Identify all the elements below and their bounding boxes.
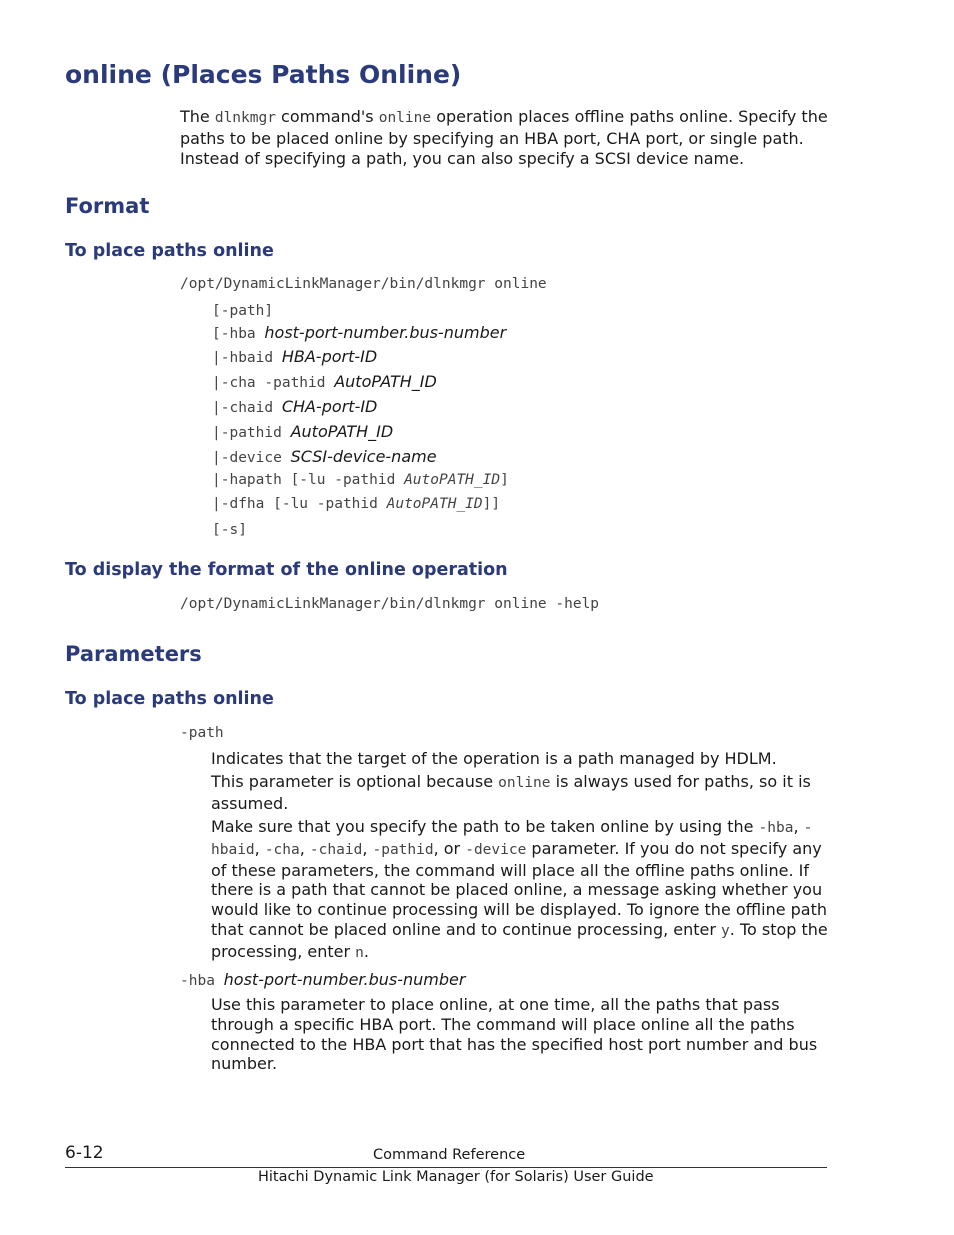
param-hba-label: -hba host-port-number.bus-number	[180, 970, 466, 989]
footer-section: Command Reference	[373, 1147, 526, 1163]
param-path-optional-note: This parameter is optional because online is always used for paths, so it is assumed.	[211, 772, 811, 813]
format-subheading-place-online: To place paths online	[65, 241, 274, 261]
format-heading: Format	[65, 194, 150, 218]
param-path-description: Indicates that the target of the operation is a path managed by HDLM.	[211, 749, 777, 768]
format-option-line: |-hapath [-lu -pathid AutoPATH_ID]	[212, 472, 509, 488]
format-option-line: [-path]	[212, 303, 274, 319]
param-path-label: -path	[180, 725, 224, 741]
intro-paragraph: The dlnkmgr command's online operation places offline paths online. Specify the paths to be placed online by specifying an HBA port, CHA port, or single path. Instead of specifying a path, you can also specify a SCSI device name.	[180, 107, 828, 168]
format-option-line: |-chaid CHA-port-ID	[212, 397, 378, 416]
param-hba-description: Use this parameter to place online, at one time, all the paths that pass through a specific HBA port. The command will place online all the paths connected to the HBA port that has the specified host port number and bus number.	[211, 995, 818, 1074]
format-subheading-help: To display the format of the online operation	[65, 560, 508, 580]
parameters-subheading-place-online: To place paths online	[65, 689, 274, 709]
param-path-usage-note: Make sure that you specify the path to be taken online by using the -hba, -hbaid, -cha, -chaid, -pathid, or -device parameter. If you do not specify any of these parameters, the command will place all the offline paths online. If there is a path that cannot be placed online, a message asking whether you would like to continue processing will be displayed. To ignore the offline path that cannot be placed online and to continue processing, enter y. To stop the processing, enter n.	[211, 817, 828, 961]
footer-divider	[65, 1167, 827, 1168]
footer-page-number: 6-12	[65, 1143, 104, 1163]
format-option-line: |-device SCSI-device-name	[212, 447, 437, 466]
format-option-line: |-cha -pathid AutoPATH_ID	[212, 372, 437, 391]
help-command: /opt/DynamicLinkManager/bin/dlnkmgr online -help	[180, 596, 600, 612]
format-option-line: [-hba host-port-number.bus-number	[212, 323, 507, 342]
footer-guide-title: Hitachi Dynamic Link Manager (for Solaris) User Guide	[258, 1169, 654, 1185]
format-option-line: |-dfha [-lu -pathid AutoPATH_ID]]	[212, 496, 501, 512]
format-option-line: |-pathid AutoPATH_ID	[212, 422, 394, 441]
page-title: online (Places Paths Online)	[65, 60, 462, 89]
format-option-line: [-s]	[212, 522, 247, 538]
parameters-heading: Parameters	[65, 642, 202, 666]
format-option-line: |-hbaid HBA-port-ID	[212, 347, 378, 366]
format-command: /opt/DynamicLinkManager/bin/dlnkmgr online	[180, 276, 547, 292]
